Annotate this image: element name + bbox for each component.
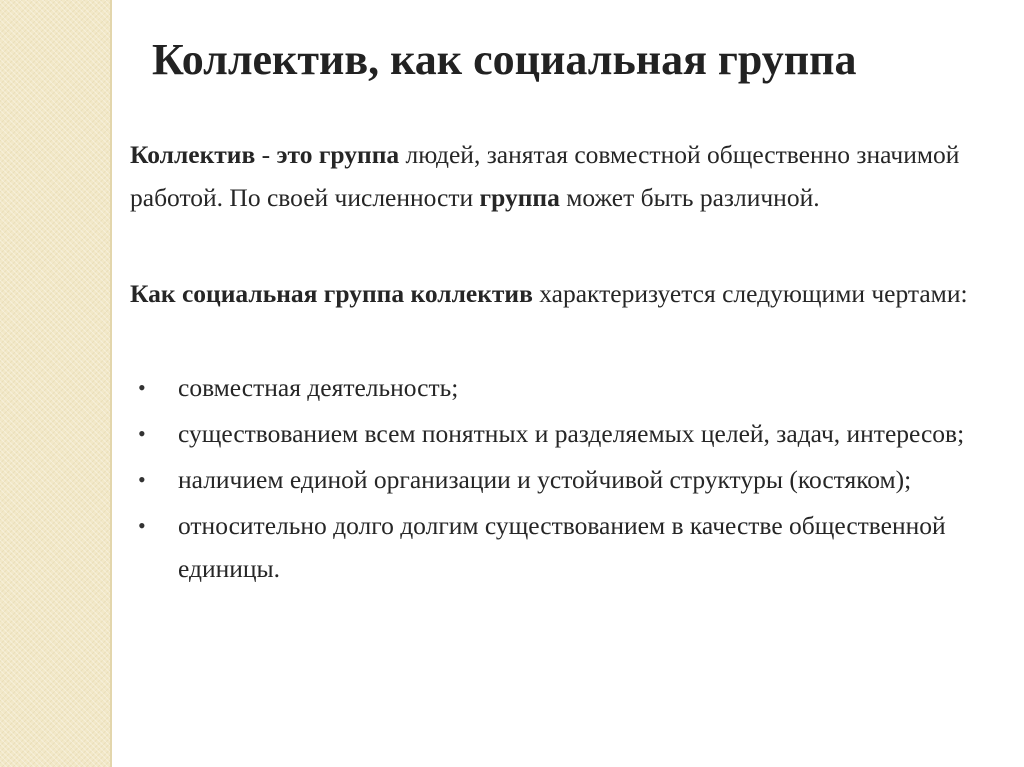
bullet-icon: • — [138, 513, 146, 538]
list-item-text: совместная деятельность; — [178, 373, 459, 402]
definition-text: людей, занятая совместной общественно значимой работой. По своей численности — [130, 140, 960, 212]
characteristics-intro — [130, 272, 1000, 315]
intro-bold: Как социальная группа коллектив — [130, 279, 533, 308]
decorative-side-strip — [0, 0, 112, 767]
list-item — [130, 412, 1010, 455]
list-item-text: относительно долго долгим существованием в качестве общественной единицы. — [178, 511, 946, 583]
list-item — [130, 458, 1010, 501]
list-item — [130, 366, 1010, 409]
list-item-text: наличием единой организации и устойчивой структуры (костяком); — [178, 465, 912, 494]
slide-title: Коллектив, как социальная группа — [152, 35, 857, 84]
list-item — [130, 504, 1010, 590]
bullet-icon: • — [138, 467, 146, 492]
characteristics-list — [130, 366, 1010, 593]
bullet-icon: • — [138, 375, 146, 400]
definition-dash: - — [255, 140, 277, 169]
bullet-icon: • — [138, 421, 146, 446]
slide-content — [112, 0, 1024, 767]
term-this-is-group: это группа — [276, 140, 400, 169]
term-group: группа — [479, 183, 560, 212]
list-item-text: существованием всем понятных и разделяемых целей, задач, интересов; — [178, 419, 965, 448]
term-collective: Коллектив — [130, 140, 256, 169]
definition-paragraph — [130, 133, 1000, 219]
definition-ending: может быть различной. — [559, 183, 820, 212]
intro-text: характеризуется следующими чертами: — [532, 279, 968, 308]
